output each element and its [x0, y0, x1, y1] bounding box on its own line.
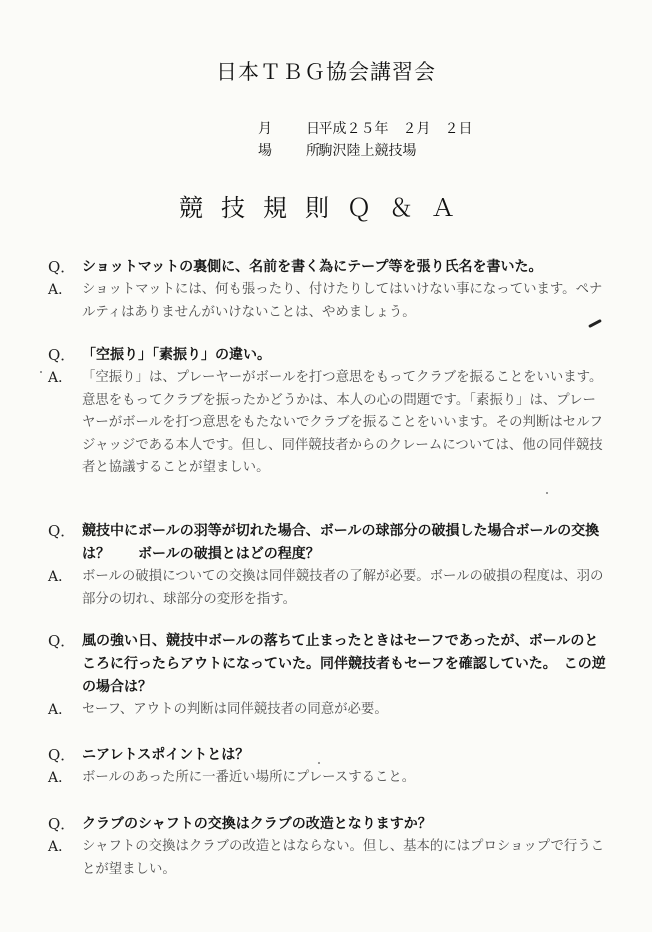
answer-mark: A．: [48, 839, 73, 855]
place-label: 場 所: [258, 143, 330, 159]
qa-item: [48, 813, 608, 881]
qa-item: [48, 520, 608, 611]
answer: [48, 836, 608, 881]
question-mark: Q．: [48, 632, 76, 650]
qa-item: [48, 744, 608, 790]
answer-mark: A．: [48, 770, 73, 786]
answer-mark: A．: [48, 702, 73, 718]
answer: [48, 566, 608, 611]
answer-text: ボールのあった所に一番近い場所にプレースすること。: [82, 770, 416, 785]
question-text: 「空振り」「素振り」の違い。: [82, 347, 271, 363]
qa-item: [48, 344, 608, 480]
answer: [48, 367, 608, 480]
scan-speck: [546, 492, 548, 494]
question-text: 風の強い日、競技中ボールの落ちて止まったときはセーフであったが、ボールのところに行ったらアウトになっていた。同伴競技者もセーフを確認していた。 この逆の場合は？: [82, 633, 606, 695]
place-line: [258, 140, 416, 160]
question-mark: Q．: [48, 258, 76, 276]
question-mark: Q．: [48, 746, 76, 764]
question: [48, 744, 608, 767]
scan-speck: [318, 762, 320, 764]
answer-mark: A．: [48, 370, 73, 386]
question: [48, 630, 608, 699]
question: [48, 256, 608, 279]
question: [48, 344, 608, 367]
question-mark: Q．: [48, 522, 76, 540]
answer: [48, 279, 608, 324]
date-line: [258, 118, 472, 138]
place-value: 駒沢陸上競技場: [318, 143, 417, 159]
document-title: 日本ＴＢＧ協会講習会: [216, 60, 436, 84]
answer: [48, 699, 608, 722]
answer-text: ショットマットには、何も張ったり、付けたりしてはいけない事になっています。ペナルティはありませんがいけないことは、やめましょう。: [82, 282, 603, 320]
question: [48, 813, 608, 836]
answer-mark: A．: [48, 282, 73, 298]
scan-speck: [40, 371, 42, 373]
date-label: 月 日: [258, 121, 330, 137]
answer-text: ボールの破損についての交換は同伴競技者の了解が必要。ボールの破損の程度は、羽の部分の切れ、球部分の変形を指す。: [82, 569, 604, 607]
question-mark: Q．: [48, 346, 76, 364]
section-title: 競技規則Ｑ＆Ａ: [179, 194, 473, 222]
answer-mark: A．: [48, 569, 73, 585]
question-text: ニアレトスポイントとは？: [82, 747, 250, 763]
answer: [48, 767, 608, 790]
date-value: 平成２５年 ２月 ２日: [318, 121, 473, 137]
question-text: クラブのシャフトの交換はクラブの改造となりますか？: [82, 816, 432, 832]
question-text: 競技中にボールの羽等が切れた場合、ボールの球部分の破損した場合ボールの交換は？ ボールの破損とはどの程度？: [82, 523, 600, 562]
question-mark: Q．: [48, 815, 76, 833]
qa-item: [48, 630, 608, 722]
question-text: ショットマットの裏側に、名前を書く為にテープ等を張り氏名を書いた。: [82, 259, 543, 275]
qa-item: [48, 256, 608, 324]
answer-text: 「空振り」は、プレーヤーがボールを打つ意思をもってクラブを振ることをいいます。意思をもってクラブを振ったかどうかは、本人の心の問題です。「素振り」は、プレーヤーがボールを打つ意思をもたないでクラブを振ることをいいます。その判断はセルフジャッジである本人です。但し、同伴競技者からのクレームについては、他の同伴競技者と協議することが望ましい。: [82, 370, 603, 475]
answer-text: シャフトの交換はクラブの改造とはならない。但し、基本的にはプロショップで行うことが望ましい。: [82, 839, 605, 877]
question: [48, 520, 608, 566]
answer-text: セーフ、アウトの判断は同伴競技者の同意が必要。: [82, 702, 388, 717]
